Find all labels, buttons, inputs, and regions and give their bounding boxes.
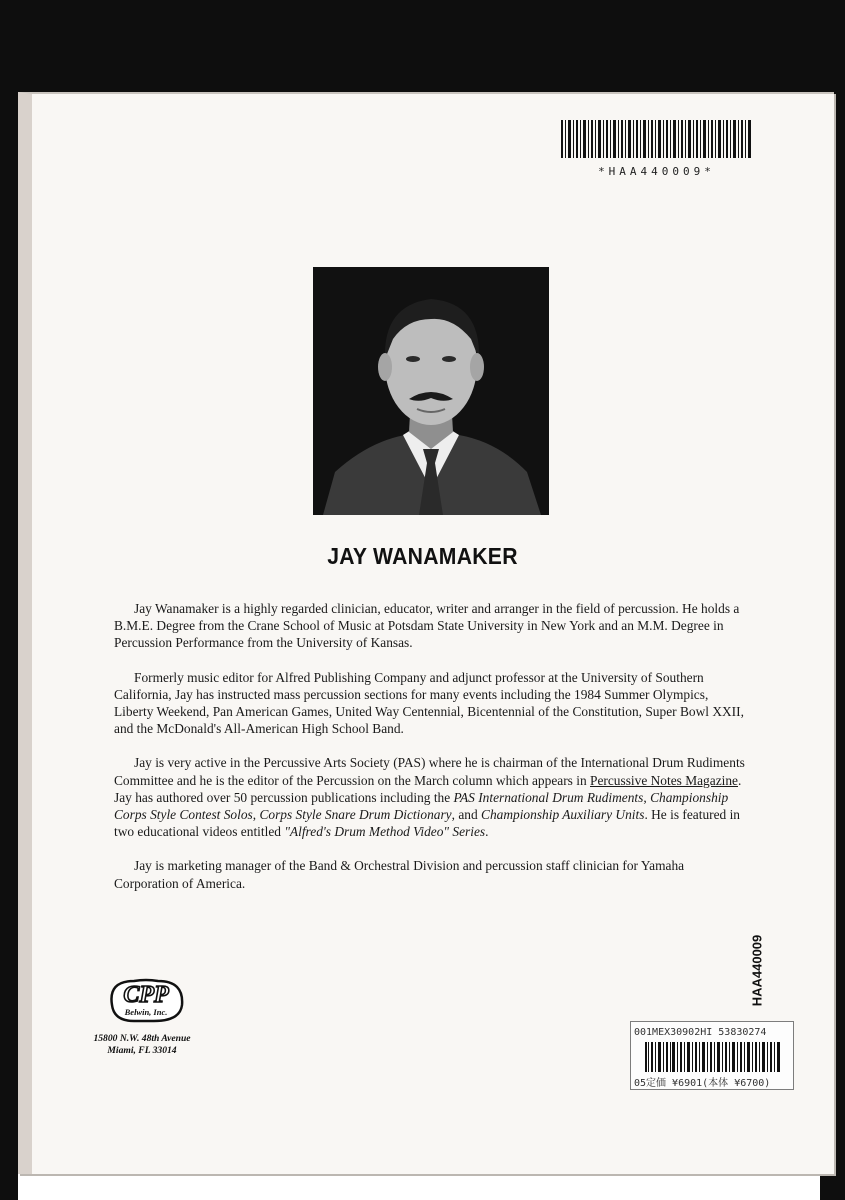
background-top (0, 0, 845, 92)
address-line-1: 15800 N.W. 48th Avenue (93, 1033, 191, 1044)
portrait-image (313, 267, 549, 515)
bio-paragraph: Formerly music editor for Alfred Publishing Company and adjunct professor at the University of Southern California, Jay has instructed mass percussion sections for many events including the 1984 Summer Olympics, Liberty Weekend, Pan American Games, United Way Centennial, Bicentennial of the Constitution, Super Bowl XXII, and the McDonald's All-American High School Band. (114, 669, 744, 737)
bio-text: , (643, 789, 651, 805)
author-biography (114, 600, 746, 909)
bio-paragraph: Jay is marketing manager of the Band & Orchestral Division and percussion staff clinician for Yamaha Corporation of America. (114, 858, 685, 891)
bio-text: Jay is very active in the Percussive Arts Society (PAS) where he is chairman of the International Drum Rudiments Committee and he is the editor of the Percussion on the March column which appears in (114, 755, 745, 788)
bio-paragraph: Jay Wanamaker is a highly regarded clinician, educator, writer and arranger in the field of percussion. He holds a B.M.E. Degree from the Crane School of Music at Potsdam State University in New York and an M.M. Degree in Percussion Performance from the University of Kansas. (114, 601, 740, 651)
publisher-logo (104, 975, 188, 1025)
magazine-title: Percussive Notes Magazine (590, 772, 738, 788)
bio-text: , and (451, 807, 482, 823)
background-left (0, 0, 18, 1200)
bio-paragraph (114, 754, 746, 840)
bio-text: . Jay has authored over 50 percussion publications including the (114, 772, 742, 805)
sticker-barcode (645, 1042, 781, 1072)
vertical-catalog-code (747, 925, 769, 1021)
bio-text: . (485, 824, 489, 840)
publication-title: Championship Auxiliary Units (481, 807, 645, 823)
video-title: "Alfred's Drum Method Video" Series (284, 824, 486, 840)
barcode-bars (561, 120, 753, 158)
author-photo (313, 267, 549, 515)
address-line-2: Miami, FL 33014 (107, 1045, 177, 1056)
publication-title: Championship Corps Style Contest Solos (114, 789, 729, 823)
author-name-heading: JAY WANAMAKER (327, 543, 518, 569)
bio-text: , (252, 807, 260, 823)
top-barcode (555, 120, 758, 178)
sticker-price: 05定価 ¥6901(本体 ¥6700) (634, 1078, 771, 1089)
publisher-address (82, 1033, 202, 1057)
barcode-code-text: *HAA440009* (598, 165, 715, 178)
logo-subtext: Belwin, Inc. (124, 1007, 168, 1017)
bio-text: . He is featured in two educational videos entitled (114, 807, 740, 840)
publication-title: Corps Style Snare Drum Dictionary (259, 807, 452, 823)
catalog-code-text: HAA440009 (749, 934, 765, 1007)
price-sticker (630, 1021, 794, 1090)
logo-text: CPP (123, 982, 169, 1008)
cpp-logo-icon (104, 975, 188, 1025)
sticker-code: 001MEX30902HI 53830274 (634, 1027, 767, 1038)
publication-title: PAS International Drum Rudiments (453, 789, 644, 805)
